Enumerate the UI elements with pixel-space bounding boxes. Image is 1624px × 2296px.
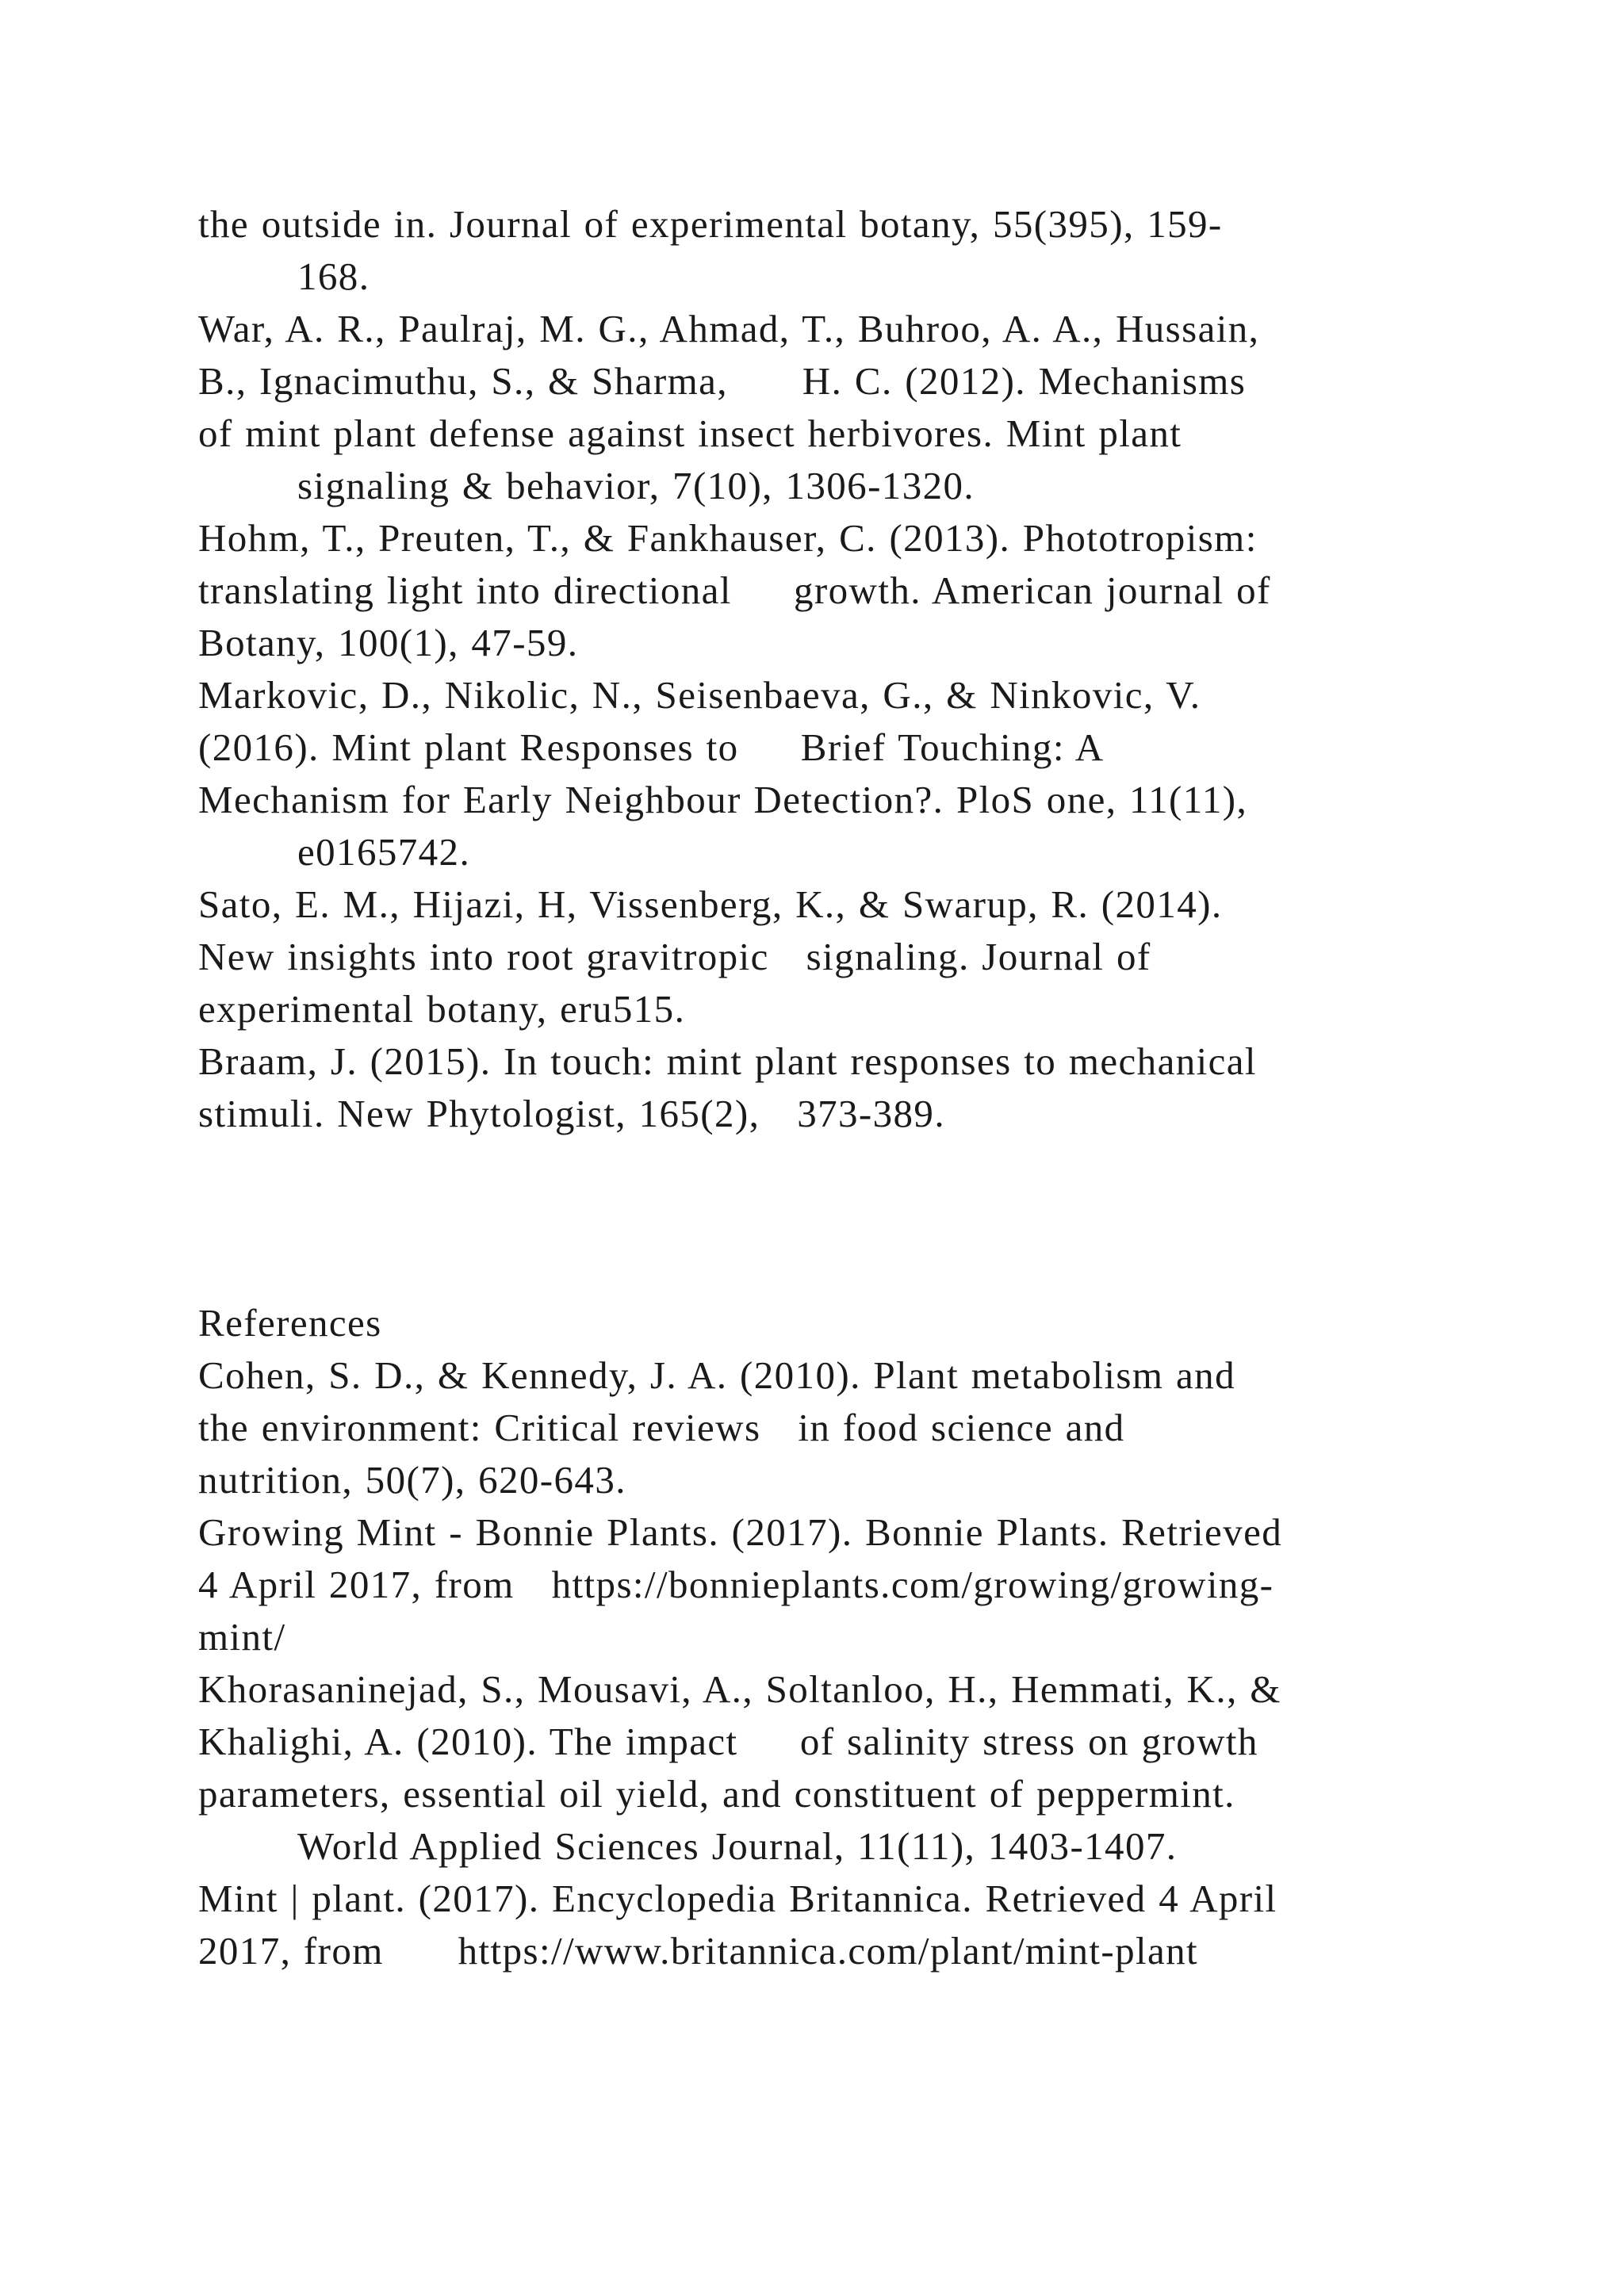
text-line: nutrition, 50(7), 620-643. (198, 1458, 626, 1502)
text-line: Khalighi, A. (2010). The impact of salinity stress on growth (198, 1720, 1258, 1763)
text-line: experimental botany, eru515. (198, 987, 686, 1031)
text-line: 4 April 2017, from https://bonnieplants.com/growing/growing- (198, 1563, 1274, 1606)
text-line: of mint plant defense against insect herbivores. Mint plant (198, 411, 1182, 455)
text-line: Cohen, S. D., & Kennedy, J. A. (2010). Plant metabolism and (198, 1353, 1235, 1397)
text-line: the outside in. Journal of experimental botany, 55(395), 159- (198, 202, 1223, 246)
text-line: (2016). Mint plant Responses to Brief Touching: A (198, 725, 1105, 769)
text-line: Mechanism for Early Neighbour Detection?. PloS one, 11(11), (198, 778, 1248, 821)
text-line: World Applied Sciences Journal, 11(11), 1403-1407. (297, 1824, 1178, 1868)
text-line: parameters, essential oil yield, and constituent of peppermint. (198, 1772, 1235, 1816)
text-line: e0165742. (297, 830, 471, 874)
text-line: Markovic, D., Nikolic, N., Seisenbaeva, G., & Ninkovic, V. (198, 673, 1201, 717)
text-line: Mint | plant. (2017). Encyclopedia Britannica. Retrieved 4 April (198, 1877, 1277, 1920)
text-line: stimuli. New Phytologist, 165(2), 373-389. (198, 1092, 945, 1135)
text-line: B., Ignacimuthu, S., & Sharma, H. C. (2012). Mechanisms (198, 359, 1247, 403)
text-line: Hohm, T., Preuten, T., & Fankhauser, C. (2013). Phototropism: (198, 516, 1258, 560)
text-line: 168. (297, 254, 370, 298)
text-line: Sato, E. M., Hijazi, H, Vissenberg, K., & Swarup, R. (2014). (198, 882, 1223, 926)
text-line: 2017, from https://www.britannica.com/plant/mint-plant (198, 1929, 1199, 1973)
text-line: War, A. R., Paulraj, M. G., Ahmad, T., Buhroo, A. A., Hussain, (198, 307, 1260, 350)
text-line: Botany, 100(1), 47-59. (198, 621, 579, 664)
text-line: signaling & behavior, 7(10), 1306-1320. (297, 464, 975, 507)
text-line: mint/ (198, 1615, 286, 1659)
text-line: Growing Mint - Bonnie Plants. (2017). Bonnie Plants. Retrieved (198, 1510, 1283, 1554)
text-line: translating light into directional growth. American journal of (198, 568, 1271, 612)
text-line: Braam, J. (2015). In touch: mint plant responses to mechanical (198, 1039, 1257, 1083)
text-line: Khorasaninejad, S., Mousavi, A., Soltanloo, H., Hemmati, K., & (198, 1667, 1281, 1711)
text-line: New insights into root gravitropic signaling. Journal of (198, 935, 1151, 978)
text-line: the environment: Critical reviews in food science and (198, 1406, 1125, 1449)
references-heading: References (198, 1301, 382, 1345)
